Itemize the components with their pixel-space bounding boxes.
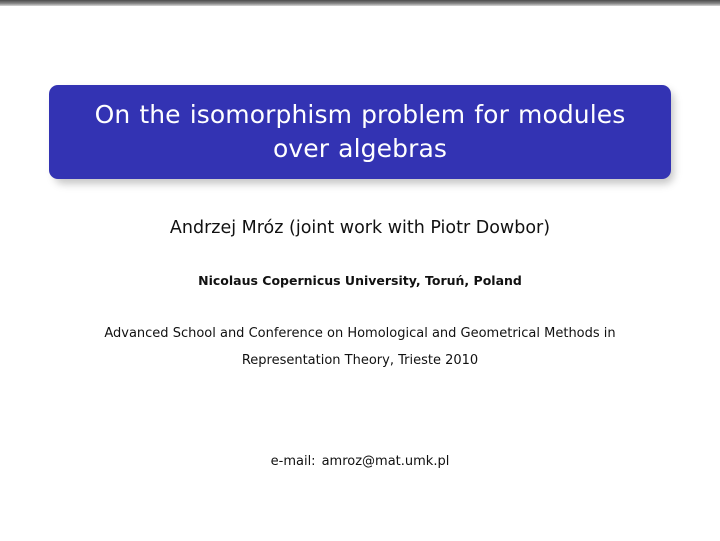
email-label: e-mail: xyxy=(270,454,316,469)
email-line xyxy=(0,454,720,469)
email-address: amroz@mat.umk.pl xyxy=(321,454,450,469)
authors-line: Andrzej Mróz (joint work with Piotr Dowbor) xyxy=(169,218,551,238)
title-box xyxy=(49,85,671,179)
top-border-bar xyxy=(0,0,720,6)
event-line-2: Representation Theory, Trieste 2010 xyxy=(241,353,479,368)
event-line-1: Advanced School and Conference on Homological and Geometrical Methods in xyxy=(104,326,616,341)
slide-title: On the isomorphism problem for modules over algebras xyxy=(94,100,626,163)
event-block xyxy=(0,320,720,374)
institution-line: Nicolaus Copernicus University, Toruń, Poland xyxy=(198,273,522,288)
